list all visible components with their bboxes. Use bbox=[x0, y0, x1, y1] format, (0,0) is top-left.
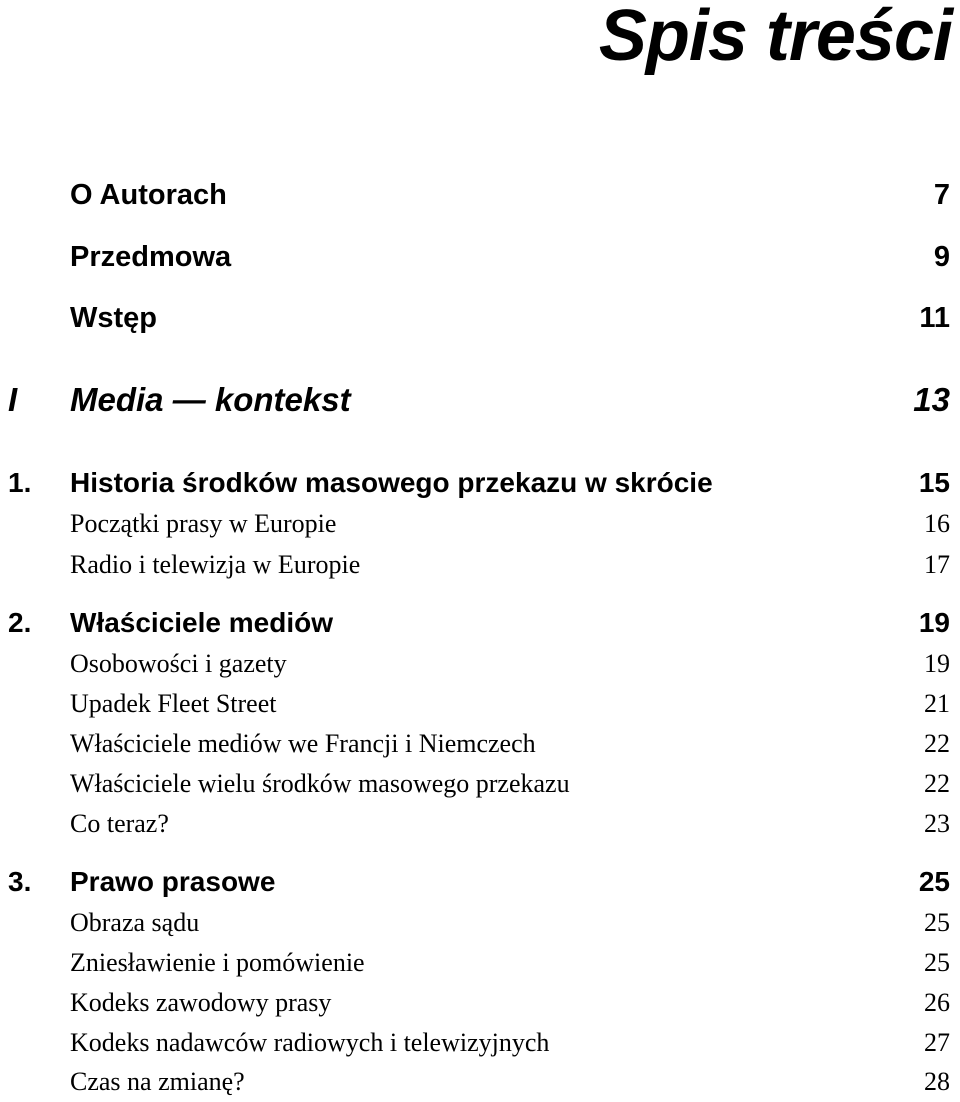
toc-entry-page: 23 bbox=[924, 809, 950, 838]
toc-entry-page: 9 bbox=[933, 241, 950, 273]
toc-entry-section bbox=[0, 983, 960, 1023]
toc-entry-page: 22 bbox=[924, 729, 950, 758]
toc-entry-label: Upadek Fleet Street bbox=[70, 689, 277, 718]
toc-entry-label: Prawo prasowe bbox=[70, 866, 276, 897]
toc-entry-label: Przedmowa bbox=[70, 241, 232, 273]
toc-entry-section bbox=[0, 764, 960, 804]
toc-entry-chapter bbox=[0, 603, 960, 643]
toc-entry-label: Historia środków masowego przekazu w skrócie bbox=[70, 467, 713, 498]
toc-entry-section bbox=[0, 644, 960, 684]
toc-entry-label: Obraza sądu bbox=[70, 908, 200, 937]
toc-entry-page: 27 bbox=[924, 1028, 950, 1057]
toc-entry-page: 15 bbox=[918, 467, 950, 498]
toc-entry-section bbox=[0, 545, 960, 585]
toc-entry-page: 19 bbox=[924, 649, 950, 678]
toc-entry-label: Radio i telewizja w Europie bbox=[70, 550, 361, 579]
toc-entry-section bbox=[0, 724, 960, 764]
toc-entry-page: 25 bbox=[924, 948, 950, 977]
toc-entry-front bbox=[0, 175, 960, 215]
toc-entry-section bbox=[0, 1062, 960, 1102]
toc-entry-page: 17 bbox=[924, 550, 950, 579]
toc-entry-label: Właściciele mediów we Francji i Niemczech bbox=[70, 729, 536, 758]
toc-entry-label: Wstęp bbox=[70, 302, 157, 334]
toc-entry-label: Zniesławienie i pomówienie bbox=[70, 948, 365, 977]
toc-entry-number: 3. bbox=[8, 866, 32, 897]
toc-entry-page: 26 bbox=[924, 988, 950, 1017]
toc-entry-page: 7 bbox=[933, 179, 950, 211]
toc-entry-label: Właściciele mediów bbox=[70, 607, 333, 638]
toc-entry-label: Początki prasy w Europie bbox=[70, 509, 337, 538]
toc-entry-label: Kodeks nadawców radiowych i telewizyjnych bbox=[70, 1028, 550, 1057]
toc-entry-label: Czas na zmianę? bbox=[70, 1067, 245, 1096]
toc-entry-page: 13 bbox=[913, 381, 950, 418]
toc-entry-number: 2. bbox=[8, 607, 32, 638]
page-title: Spis treści bbox=[598, 0, 952, 76]
toc-entry-label: Właściciele wielu środków masowego przekazu bbox=[70, 769, 570, 798]
toc-entry-label: Co teraz? bbox=[70, 809, 169, 838]
toc-entry-front bbox=[0, 237, 960, 277]
toc-entry-page: 28 bbox=[924, 1067, 950, 1096]
toc-entry-page: 11 bbox=[919, 302, 950, 334]
toc-entry-section bbox=[0, 903, 960, 943]
toc-entry-part bbox=[0, 380, 960, 420]
toc-entry-label: O Autorach bbox=[70, 179, 227, 211]
toc-entry-page: 25 bbox=[918, 866, 950, 897]
toc-entry-chapter bbox=[0, 862, 960, 902]
toc-entry-page: 16 bbox=[924, 509, 950, 538]
toc-entry-page: 22 bbox=[924, 769, 950, 798]
toc-entry-section bbox=[0, 1023, 960, 1063]
toc-entry-page: 25 bbox=[924, 908, 950, 937]
toc-entry-section bbox=[0, 804, 960, 844]
toc-entry-section bbox=[0, 504, 960, 544]
toc-entry-number: I bbox=[8, 381, 18, 418]
toc-entry-chapter bbox=[0, 463, 960, 503]
toc-entry-number: 1. bbox=[8, 467, 32, 498]
toc-entry-page: 19 bbox=[918, 607, 950, 638]
toc-entry-section bbox=[0, 684, 960, 724]
toc-entry-front bbox=[0, 298, 960, 338]
toc-entry-label: Osobowości i gazety bbox=[70, 649, 287, 678]
toc-entry-section bbox=[0, 943, 960, 983]
toc-entry-label: Kodeks zawodowy prasy bbox=[70, 988, 332, 1017]
toc-entry-page: 21 bbox=[924, 689, 950, 718]
toc-entry-label: Media — kontekst bbox=[70, 381, 351, 418]
